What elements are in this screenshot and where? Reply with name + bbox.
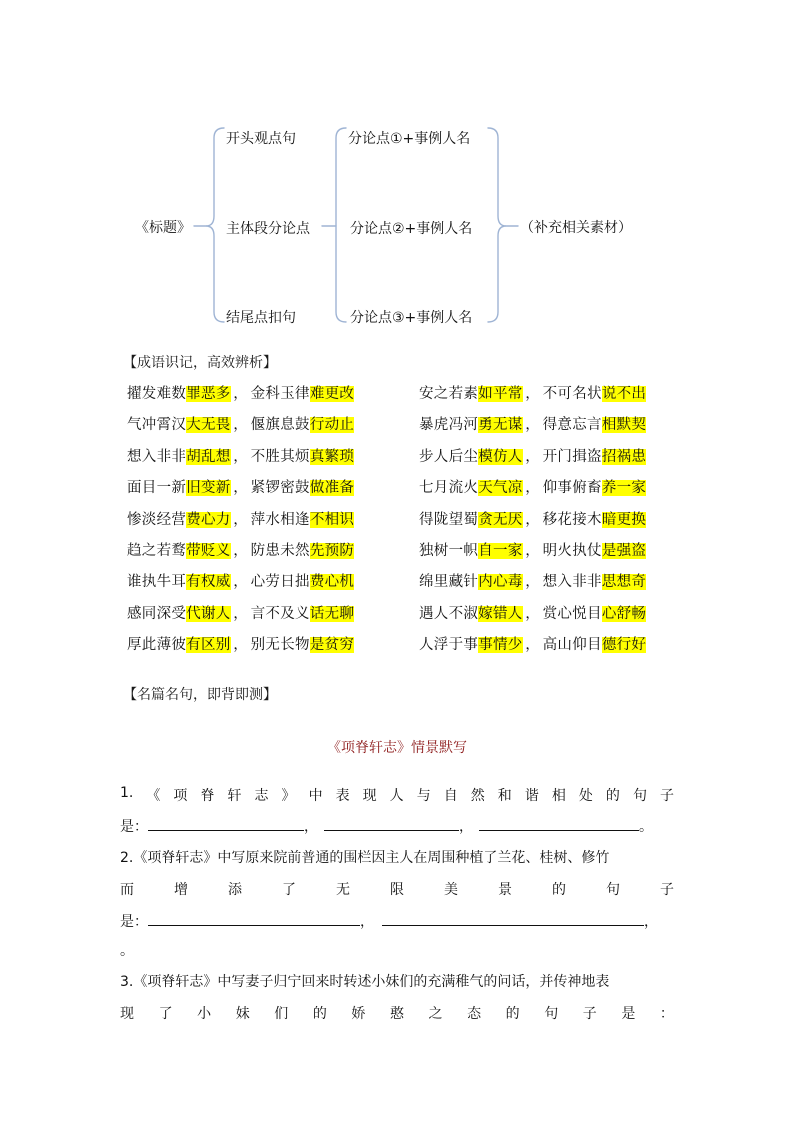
spread-char: 而 — [120, 882, 134, 898]
spread-char: 了 — [282, 882, 296, 898]
outline-left-item-3: 结尾点扣句 — [226, 310, 296, 326]
idiom-text: 仰事俯畜 — [542, 480, 602, 497]
idiom-text: 别无长物 — [250, 637, 310, 654]
idiom-text: 气冲霄汉 — [127, 417, 187, 434]
idiom-text: 高山仰目 — [542, 637, 602, 654]
answer-blank-2b[interactable] — [382, 911, 644, 926]
question-1-line-1 — [120, 785, 674, 805]
idiom-meaning-highlight: 代谢人 — [186, 605, 231, 622]
idiom-separator: ， — [233, 511, 249, 528]
idiom-text: 心劳日拙 — [250, 574, 310, 591]
spread-char: ： — [659, 1006, 674, 1022]
spread-char: 的 — [605, 788, 620, 804]
idiom-separator: ， — [233, 448, 249, 465]
idiom-separator: ， — [525, 511, 541, 528]
idiom-text: 独树一帜 — [419, 543, 479, 559]
spread-char: 谐 — [524, 788, 539, 804]
idiom-separator: ， — [525, 637, 541, 654]
outline-mid-item-3: 分论点③+事例人名 — [350, 310, 473, 326]
idiom-text: 惨淡经营 — [127, 511, 187, 528]
idiom-text: 不可名状 — [542, 386, 602, 402]
spread-char: 1. — [120, 785, 134, 801]
idiom-separator: ， — [525, 386, 541, 402]
answer-blank-1c[interactable] — [479, 816, 639, 831]
spread-char: 美 — [444, 882, 458, 898]
spread-char: 妹 — [235, 1006, 250, 1022]
idiom-separator: ， — [525, 417, 541, 434]
spread-char: 子 — [659, 788, 674, 804]
idiom-meaning-highlight: 养一家 — [601, 480, 647, 497]
idiom-separator: ， — [525, 448, 541, 465]
spread-char: 现 — [362, 788, 377, 804]
idiom-text: 面目一新 — [127, 480, 187, 497]
spread-char: 憨 — [389, 1006, 404, 1022]
idiom-meaning-highlight: 贪无厌 — [478, 511, 523, 528]
answer-blank-1a[interactable] — [148, 816, 304, 831]
spread-char: 中 — [308, 788, 323, 804]
spread-char: 的 — [505, 1006, 520, 1022]
idiom-separator: ， — [525, 543, 541, 559]
idiom-text: 明火执仗 — [542, 543, 602, 559]
idiom-meaning-highlight: 有区别 — [186, 637, 231, 654]
spread-char: 人 — [389, 788, 404, 804]
spread-char: 与 — [416, 788, 431, 804]
idiom-meaning-highlight: 行动止 — [309, 417, 355, 434]
idiom-meaning-highlight: 是贫穷 — [309, 637, 355, 654]
answer-blank-1b[interactable] — [324, 816, 459, 831]
idiom-text: 得陇望蜀 — [419, 511, 479, 528]
idiom-text: 厚此薄彼 — [127, 637, 187, 654]
idiom-text: 萍水相逢 — [250, 511, 310, 528]
idiom-text: 防患未然 — [250, 543, 310, 559]
spread-char: 态 — [467, 1006, 482, 1022]
idiom-meaning-highlight: 如平常 — [478, 386, 523, 402]
spread-char: 项 — [173, 788, 188, 804]
idiom-separator: ， — [525, 605, 541, 622]
spread-char: 和 — [497, 788, 512, 804]
spread-char: 句 — [632, 788, 647, 804]
idiom-separator: ， — [233, 574, 249, 591]
spread-char: 轩 — [227, 788, 242, 804]
outline-right-note: （补充相关素材） — [520, 220, 632, 236]
spread-char: 句 — [606, 882, 620, 898]
idiom-meaning-highlight: 招祸患 — [601, 448, 647, 465]
idiom-row-left-2 — [127, 413, 354, 434]
idiom-meaning-highlight: 勇无谋 — [478, 417, 523, 434]
spread-char: 志 — [254, 788, 269, 804]
period: 。 — [639, 819, 653, 835]
idiom-meaning-highlight: 模仿人 — [478, 448, 523, 465]
idiom-text: 不胜其烦 — [250, 448, 310, 465]
idiom-meaning-highlight: 费心力 — [186, 511, 231, 528]
idiom-row-right-3 — [419, 445, 646, 466]
idiom-meaning-highlight: 思想奇 — [601, 574, 647, 591]
spread-char: 的 — [552, 882, 566, 898]
spread-char: 小 — [197, 1006, 212, 1022]
spread-char: 相 — [551, 788, 566, 804]
idiom-row-right-9 — [419, 633, 646, 654]
idiom-text: 暴虎冯河 — [419, 417, 479, 434]
spread-char: 《 — [146, 788, 161, 804]
outline-title: 《标题》 — [135, 220, 191, 236]
spread-char: 句 — [544, 1006, 559, 1022]
idiom-separator: ， — [233, 480, 249, 497]
idiom-row-right-4 — [419, 476, 646, 497]
question-2-prefix: 是： — [120, 914, 148, 930]
spread-char: 娇 — [351, 1006, 366, 1022]
idiom-meaning-highlight: 罪恶多 — [186, 386, 231, 402]
comma: ， — [644, 914, 658, 930]
idiom-text: 擢发难数 — [127, 386, 187, 402]
idiom-separator: ， — [525, 480, 541, 497]
idiom-text: 得意忘言 — [542, 417, 602, 434]
idiom-row-right-5 — [419, 508, 646, 529]
section-heading-idioms: 【成语识记，高效辨析】 — [123, 355, 277, 371]
idiom-meaning-highlight: 相默契 — [601, 417, 647, 434]
idiom-row-left-5 — [127, 508, 354, 529]
spread-char: 增 — [174, 882, 188, 898]
idiom-text: 开门揖盗 — [542, 448, 602, 465]
spread-char: 们 — [274, 1006, 289, 1022]
question-2-line-2 — [120, 879, 674, 899]
outline-brackets — [0, 0, 794, 340]
question-3-line-1: 3.《项脊轩志》中写妻子归宁回来时转述小妹们的充满稚气的问话，并传神地表 — [120, 974, 610, 990]
idiom-text: 紧锣密鼓 — [250, 480, 310, 497]
spread-char: 无 — [336, 882, 350, 898]
spread-char: 然 — [470, 788, 485, 804]
spread-char: 处 — [578, 788, 593, 804]
idiom-meaning-highlight: 有权威 — [186, 574, 231, 591]
outline-left-item-2: 主体段分论点 — [226, 221, 310, 237]
idiom-text: 想入非非 — [542, 574, 602, 591]
idiom-meaning-highlight: 事情少 — [478, 637, 523, 654]
spread-char: 》 — [281, 788, 296, 804]
idiom-meaning-highlight: 嫁错人 — [478, 605, 523, 622]
outline-mid-item-1: 分论点①+事例人名 — [348, 131, 471, 147]
question-1-prefix: 是： — [120, 819, 148, 835]
question-2-line-4 — [120, 940, 674, 960]
idiom-meaning-highlight: 暗更换 — [601, 511, 647, 528]
spread-char: 了 — [158, 1006, 173, 1022]
idiom-meaning-highlight: 是强盗 — [601, 543, 647, 559]
idiom-row-left-9 — [127, 633, 354, 654]
idiom-separator: ， — [233, 637, 249, 654]
idiom-separator: ， — [525, 574, 541, 591]
idiom-meaning-highlight: 带贬义 — [186, 543, 231, 559]
spread-char: 的 — [312, 1006, 327, 1022]
spread-char: 之 — [428, 1006, 443, 1022]
idiom-meaning-highlight: 真繁琐 — [309, 448, 355, 465]
spread-char: 子 — [660, 882, 674, 898]
answer-blank-2a[interactable] — [148, 911, 360, 926]
question-3-line-2 — [120, 1003, 674, 1023]
spread-char: 是 — [621, 1006, 636, 1022]
idiom-row-left-6 — [127, 539, 354, 560]
idiom-text: 赏心悦目 — [542, 605, 602, 622]
idiom-row-right-6 — [419, 539, 646, 560]
idiom-text: 七月流火 — [419, 480, 479, 497]
idiom-text: 趋之若鹜 — [127, 543, 187, 559]
idiom-text: 移花接木 — [542, 511, 602, 528]
comma: ， — [304, 819, 318, 835]
spread-char: 自 — [443, 788, 458, 804]
idiom-separator: ， — [233, 543, 249, 559]
idiom-text: 偃旗息鼓 — [250, 417, 310, 434]
idiom-text: 步人后尘 — [419, 448, 479, 465]
idiom-meaning-highlight: 费心机 — [309, 574, 355, 591]
spread-char: 脊 — [200, 788, 215, 804]
spread-char: 限 — [390, 882, 404, 898]
idiom-meaning-highlight: 先预防 — [309, 543, 355, 559]
spread-char: 表 — [335, 788, 350, 804]
idiom-meaning-highlight: 内心毒 — [478, 574, 523, 591]
comma: ， — [459, 819, 473, 835]
idiom-row-left-4 — [127, 476, 354, 497]
spread-char: 添 — [228, 882, 242, 898]
question-2-line-1: 2.《项脊轩志》中写原来院前普通的围栏因主人在周围种植了兰花、桂树、修竹 — [120, 850, 610, 866]
idiom-row-right-2 — [419, 413, 646, 434]
idiom-row-left-7 — [127, 570, 354, 591]
idiom-meaning-highlight: 胡乱想 — [186, 448, 231, 465]
question-2-line-3 — [120, 911, 674, 931]
idiom-meaning-highlight: 说不出 — [601, 386, 647, 402]
idiom-meaning-highlight: 不相识 — [309, 511, 355, 528]
idiom-row-left-1 — [127, 382, 354, 403]
idiom-separator: ， — [233, 386, 249, 402]
poem-title: 《项脊轩志》情景默写 — [327, 740, 467, 756]
spread-char: 景 — [498, 882, 512, 898]
idiom-separator: ， — [233, 417, 249, 434]
idiom-text: 言不及义 — [250, 605, 310, 622]
idiom-row-right-1 — [419, 382, 646, 403]
idiom-text: 遇人不淑 — [419, 605, 479, 622]
idiom-text: 谁执牛耳 — [127, 574, 187, 591]
idiom-row-left-8 — [127, 602, 354, 623]
idiom-meaning-highlight: 难更改 — [309, 386, 355, 402]
idiom-meaning-highlight: 旧变新 — [186, 480, 231, 497]
idiom-meaning-highlight: 做准备 — [309, 480, 355, 497]
idiom-meaning-highlight: 大无畏 — [186, 417, 231, 434]
section-heading-famous-lines: 【名篇名句，即背即测】 — [123, 687, 277, 703]
idiom-text: 安之若素 — [419, 386, 479, 402]
idiom-row-right-8 — [419, 602, 646, 623]
outline-mid-item-2: 分论点②+事例人名 — [350, 221, 473, 237]
idiom-meaning-highlight: 自一家 — [478, 543, 523, 559]
spread-char: 子 — [582, 1006, 597, 1022]
idiom-row-left-3 — [127, 445, 354, 466]
spread-char: 现 — [120, 1006, 134, 1022]
question-1-line-2 — [120, 816, 674, 836]
idiom-text: 人浮于事 — [419, 637, 479, 654]
idiom-meaning-highlight: 心舒畅 — [601, 605, 647, 622]
idiom-text: 金科玉律 — [250, 386, 310, 402]
idiom-meaning-highlight: 天气凉 — [478, 480, 523, 497]
idiom-meaning-highlight: 德行好 — [601, 637, 647, 654]
idiom-meaning-highlight: 话无聊 — [309, 605, 355, 622]
idiom-separator: ， — [233, 605, 249, 622]
period: 。 — [120, 943, 134, 959]
idiom-text: 感同深受 — [127, 605, 187, 622]
idiom-text: 绵里藏针 — [419, 574, 479, 591]
comma: ， — [360, 914, 374, 930]
idiom-row-right-7 — [419, 570, 646, 591]
outline-left-item-1: 开头观点句 — [226, 131, 296, 147]
idiom-text: 想入非非 — [127, 448, 187, 465]
